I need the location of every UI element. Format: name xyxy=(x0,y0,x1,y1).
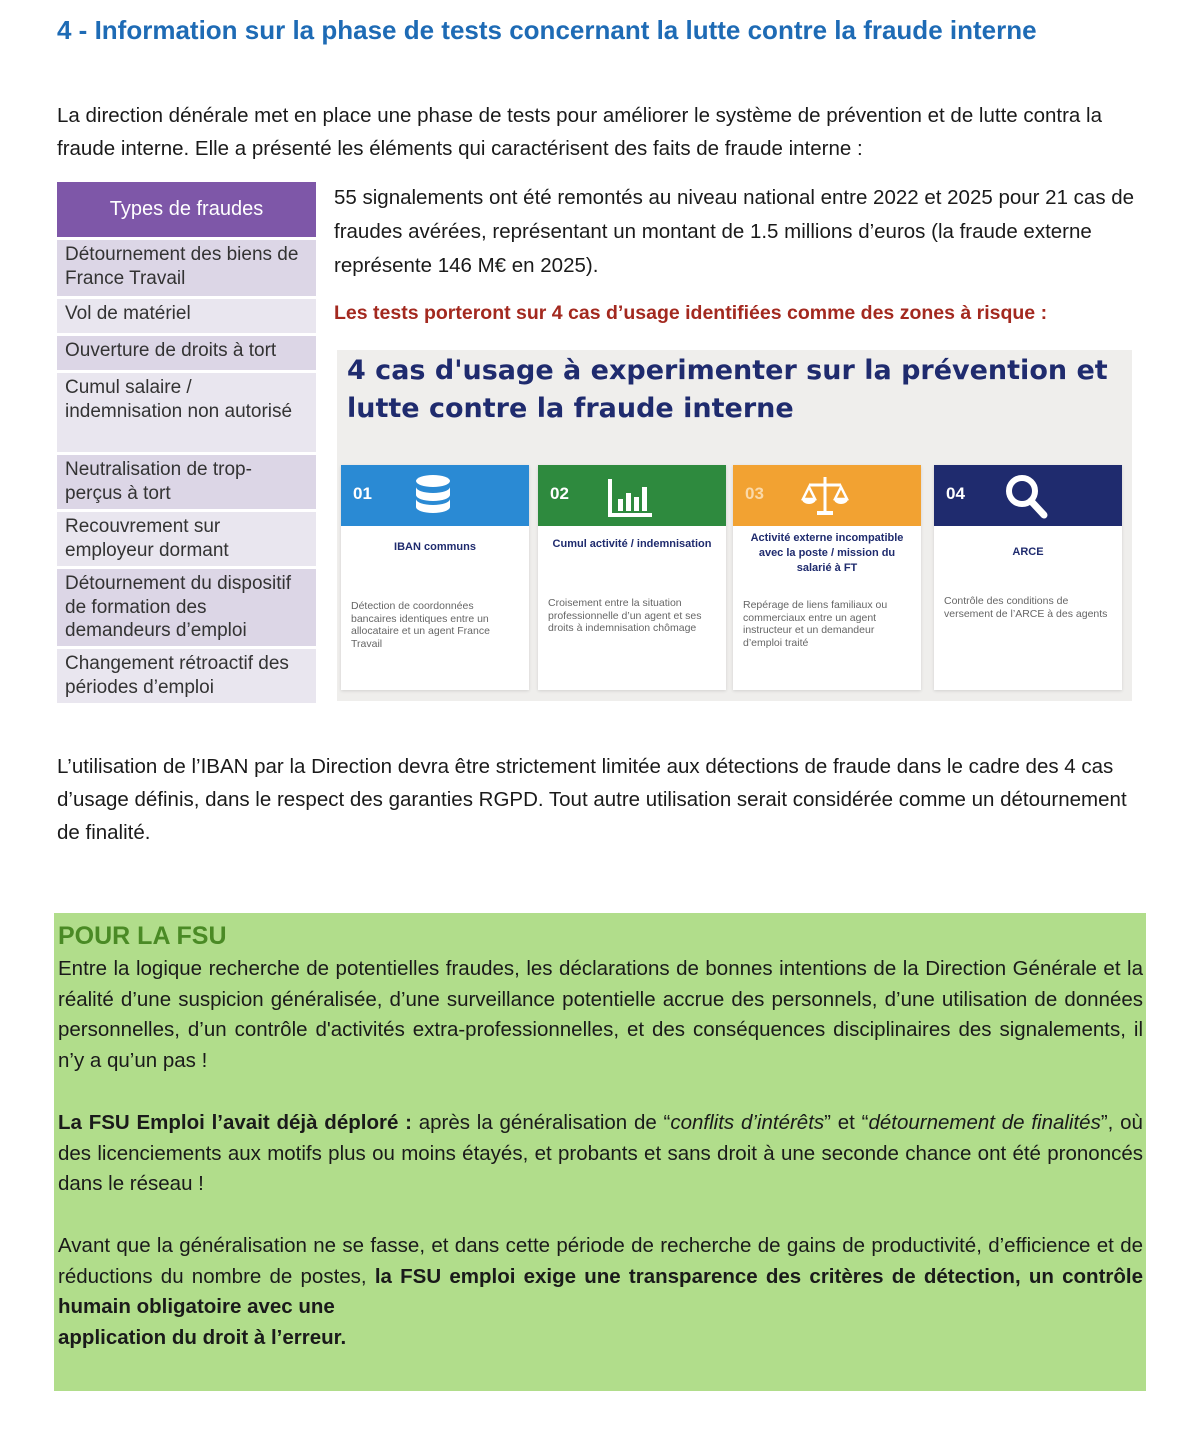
card-number: 01 xyxy=(353,484,372,503)
card-title: Cumul activité / indemnisation xyxy=(552,538,712,550)
fsu-p2-bold: La FSU Emploi l’avait déjà déploré : xyxy=(58,1111,412,1134)
use-cases-panel xyxy=(337,350,1132,701)
fsu-p3-text: Avant que la généralisation ne se fasse, et dans cette période de recherche de gains de productivité, d’efficience et de réductions du nombre de postes, xyxy=(58,1234,1143,1288)
fsu-paragraph-3 xyxy=(58,1231,1143,1353)
fraud-type-row: Détournement du dispositif de formation des demandeurs d’emploi xyxy=(57,569,316,646)
bar-chart-icon xyxy=(604,471,656,521)
fsu-title: POUR LA FSU xyxy=(58,922,227,950)
fraud-type-row: Neutralisation de trop-perçus à tort xyxy=(57,455,316,509)
scales-icon xyxy=(799,471,851,521)
fsu-p2-text: après la généralisation de “ xyxy=(411,1111,671,1134)
card-title: ARCE xyxy=(1012,546,1044,558)
card-header xyxy=(733,465,921,526)
fsu-p2-italic: détournement de finalités xyxy=(868,1111,1101,1134)
iban-usage-paragraph: L’utilisation de l’IBAN par la Direction devra être strictement limitée aux détections de fraude dans le cadre des 4 cas d’usage définis, dans le respect des garanties RGPD. Tout autre utilisation serait considérée comme un détournement de finalité. xyxy=(57,755,1127,844)
fraud-type-row: Vol de matériel xyxy=(57,299,316,333)
section-heading: 4 - Information sur la phase de tests concernant la lutte contre la fraude interne xyxy=(57,15,1037,45)
use-case-card-activite xyxy=(733,465,921,690)
card-number: 04 xyxy=(946,484,965,503)
fraud-type-row: Détournement des biens de France Travail xyxy=(57,240,316,296)
use-case-card-iban xyxy=(341,465,529,690)
card-number: 02 xyxy=(550,484,569,503)
fraud-type-row: Cumul salaire / indemnisation non autorisé xyxy=(57,373,316,452)
card-header xyxy=(341,465,529,526)
intro-paragraph: La direction dénérale met en place une phase de tests pour améliorer le système de prévention et de lutte contra la fraude interne. Elle a présenté les éléments qui caractérisent des faits de fraude interne : xyxy=(57,104,1102,160)
magnifier-icon xyxy=(1000,471,1052,521)
stats-paragraph: 55 signalements ont été remontés au niveau national entre 2022 et 2025 pour 21 cas de fraudes avérées, représentant un montant de 1.5 millions d’euros (la fraude externe représente 146 M€ en 2025). xyxy=(334,186,1135,277)
card-description: Repérage de liens familiaux ou commerciaux entre un agent instructeur et un demandeur d’emploi traité xyxy=(743,599,888,649)
tests-note: Les tests porteront sur 4 cas d’usage identifiées comme des zones à risque : xyxy=(334,302,1048,324)
database-icon xyxy=(407,471,459,521)
card-description: Contrôle des conditions de versement de l’ARCE à des agents xyxy=(944,595,1108,620)
use-case-card-cumul xyxy=(538,465,726,690)
fsu-paragraph-2 xyxy=(58,1108,1143,1200)
fsu-p3-bold: la FSU emploi exige une transparence des critères de détection, un contrôle humain obligatoire avec une xyxy=(58,1264,1143,1318)
card-description: Croisement entre la situation professionnelle d’un agent et ses droits à indemnisation chômage xyxy=(548,597,702,634)
fraud-types-table xyxy=(57,182,316,706)
use-case-card-arce xyxy=(934,465,1122,690)
card-header xyxy=(538,465,726,526)
fsu-paragraph-1: Entre la logique recherche de potentielles fraudes, les déclarations de bonnes intentions de la Direction Générale et la réalité d’une suspicion généralisée, d’une surveillance potentielle accrue des personnels, d’une utilisation de données personnelles, d’un contrôle d'activités extra-professionnelles, et des conséquences disciplinaires des signalements, il n’y a qu’un pas ! xyxy=(58,957,1143,1072)
fsu-p3-bold: application du droit à l’erreur. xyxy=(58,1325,347,1349)
fraud-type-row: Changement rétroactif des périodes d’emploi xyxy=(57,649,316,703)
use-cases-title: 4 cas d'usage à experimenter sur la prévention et lutte contre la fraude interne xyxy=(347,355,1108,424)
fraud-type-row: Recouvrement sur employeur dormant xyxy=(57,512,316,566)
fraud-type-row: Ouverture de droits à tort xyxy=(57,336,316,370)
fsu-p2-text: ” et “ xyxy=(824,1111,869,1134)
fsu-p2-text: ”, où des licenciements aux motifs plus ou moins étayés, et probants et sans droit à une seconde chance ont été prononcés dans le réseau ! xyxy=(58,1111,1143,1195)
fsu-p2-italic: conflits d’intérêts xyxy=(670,1111,825,1134)
card-description: Détection de coordonnées bancaires identiques entre un allocataire et un agent France Travail xyxy=(351,600,490,650)
card-header xyxy=(934,465,1122,526)
fsu-box xyxy=(54,913,1146,1391)
card-number: 03 xyxy=(745,484,764,503)
card-title: IBAN communs xyxy=(394,541,476,553)
fraud-types-header: Types de fraudes xyxy=(57,182,316,237)
card-title: Activité externe incompatible avec la poste / mission du salarié à FT xyxy=(750,532,904,574)
